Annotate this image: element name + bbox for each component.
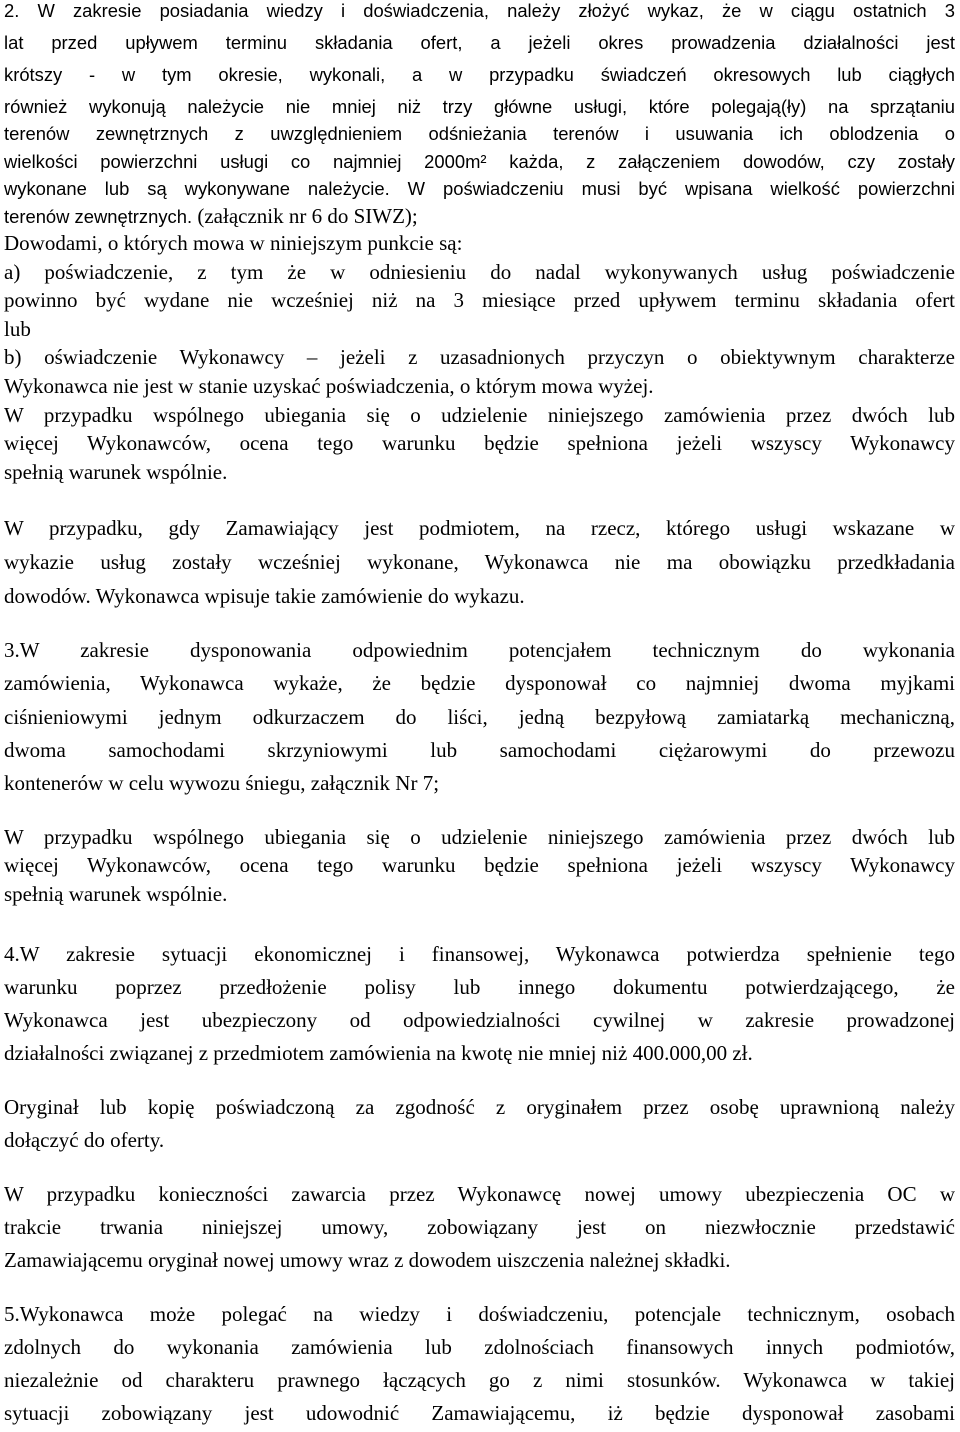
section-3-line: ciśnieniowymi jednym odkurzaczem do liści, jedną bezpyłową zamiatarką mechaniczną, <box>4 705 955 729</box>
section-4-line: warunku poprzez przedłożenie polisy lub innego dokumentu potwierdzającego, że <box>4 975 955 999</box>
section-3-line: 3.W zakresie dysponowania odpowiednim potencjałem technicznym do wykonania <box>4 638 955 662</box>
section-5-line: sytuacji zobowiązany jest udowodnić Zamawiającemu, iż będzie dysponował zasobami <box>4 1401 955 1425</box>
section-3-line: dwoma samochodami skrzyniowymi lub samochodami ciężarowymi do przewozu <box>4 738 955 762</box>
paragraph-line: więcej Wykonawców, ocena tego warunku będzie spełniona jeżeli wszyscy Wykonawcy <box>4 853 955 877</box>
section-4-line: Wykonawca jest ubezpieczony od odpowiedzialności cywilnej w zakresie prowadzonej <box>4 1008 955 1032</box>
evidence-intro: Dowodami, o których mowa w niniejszym punkcie są: <box>4 231 463 255</box>
section-4-line: 4.W zakresie sytuacji ekonomicznej i finansowej, Wykonawca potwierdza spełnienie tego <box>4 942 955 966</box>
section-2-line: również wykonują należycie nie mniej niż trzy główne usługi, które polegają(ły) na sprzątaniu <box>4 96 955 117</box>
evidence-item-a: powinno być wydane nie wcześniej niż na 3 miesiące przed upływem terminu składania ofert <box>4 288 955 312</box>
section-2-line: 2. W zakresie posiadania wiedzy i doświadczenia, należy złożyć wykaz, że w ciągu ostatnich 3 <box>4 0 955 21</box>
paragraph-line: spełnią warunek wspólnie. <box>4 882 228 906</box>
evidence-item-a: lub <box>4 317 31 341</box>
paragraph-line: W przypadku, gdy Zamawiający jest podmiotem, na rzecz, którego usługi wskazane w <box>4 516 955 540</box>
evidence-item-b: b) oświadczenie Wykonawcy – jeżeli z uzasadnionych przyczyn o obiektywnym charakterze <box>4 345 955 369</box>
evidence-item-b: Wykonawca nie jest w stanie uzyskać poświadczenia, o którym mowa wyżej. <box>4 374 654 398</box>
section-2-text-sans: terenów zewnętrznych. <box>4 206 193 227</box>
section-3-line: zamówienia, Wykonawca wykaże, że będzie dysponował co najmniej dwoma myjkami <box>4 671 955 695</box>
section-2-line: terenów zewnętrznych z uwzględnieniem odśnieżania terenów i usuwania ich oblodzenia o <box>4 123 955 144</box>
section-5-line: zdolnych do wykonania zamówienia lub zdolnościach finansowych innych podmiotów, <box>4 1335 955 1359</box>
section-2-line: krótszy - w tym okresie, wykonali, a w przypadku świadczeń okresowych lub ciągłych <box>4 64 955 85</box>
paragraph-line: Oryginał lub kopię poświadczoną za zgodność z oryginałem przez osobę uprawnioną należy <box>4 1095 955 1119</box>
joint-bid-clause: więcej Wykonawców, ocena tego warunku będzie spełniona jeżeli wszyscy Wykonawcy <box>4 431 955 455</box>
section-2-line: wykonane lub są wykonywane należycie. W poświadczeniu musi być wpisana wielkość powierzchni <box>4 178 955 199</box>
section-2-line <box>4 206 955 227</box>
evidence-item-a: a) poświadczenie, z tym że w odniesieniu do nadal wykonywanych usług poświadczenie <box>4 260 955 284</box>
section-2-line: lat przed upływem terminu składania ofert, a jeżeli okres prowadzenia działalności jest <box>4 32 955 53</box>
paragraph-line: dowodów. Wykonawca wpisuje takie zamówienie do wykazu. <box>4 584 525 608</box>
attachment-reference: (załącznik nr 6 do SIWZ); <box>192 204 418 228</box>
paragraph-line: dołączyć do oferty. <box>4 1128 165 1152</box>
paragraph-line: wykazie usług zostały wcześniej wykonane, Wykonawca nie ma obowiązku przedkładania <box>4 550 955 574</box>
section-4-line: działalności związanej z przedmiotem zamówienia na kwotę nie mniej niż 400.000,00 zł. <box>4 1041 753 1065</box>
section-2-line: wielkości powierzchni usługi co najmniej 2000m² każda, z załączeniem dowodów, czy zostały <box>4 151 955 172</box>
joint-bid-clause: spełnią warunek wspólnie. <box>4 460 228 484</box>
section-5-line: niezależnie od charakteru prawnego łączących go z nimi stosunków. Wykonawca w takiej <box>4 1368 955 1392</box>
paragraph-line: W przypadku konieczności zawarcia przez Wykonawcę nowej umowy ubezpieczenia OC w <box>4 1182 955 1206</box>
section-5-line: 5.Wykonawca może polegać na wiedzy i doświadczeniu, potencjale technicznym, osobach <box>4 1302 955 1326</box>
section-3-line: kontenerów w celu wywozu śniegu, załącznik Nr 7; <box>4 771 440 795</box>
paragraph-line: trakcie trwania niniejszej umowy, zobowiązany jest on niezwłocznie przedstawić <box>4 1215 955 1239</box>
paragraph-line: Zamawiającemu oryginał nowej umowy wraz z dowodem uiszczenia należnej składki. <box>4 1248 731 1272</box>
joint-bid-clause: W przypadku wspólnego ubiegania się o udzielenie niniejszego zamówienia przez dwóch lub <box>4 403 955 427</box>
paragraph-line: W przypadku wspólnego ubiegania się o udzielenie niniejszego zamówienia przez dwóch lub <box>4 825 955 849</box>
